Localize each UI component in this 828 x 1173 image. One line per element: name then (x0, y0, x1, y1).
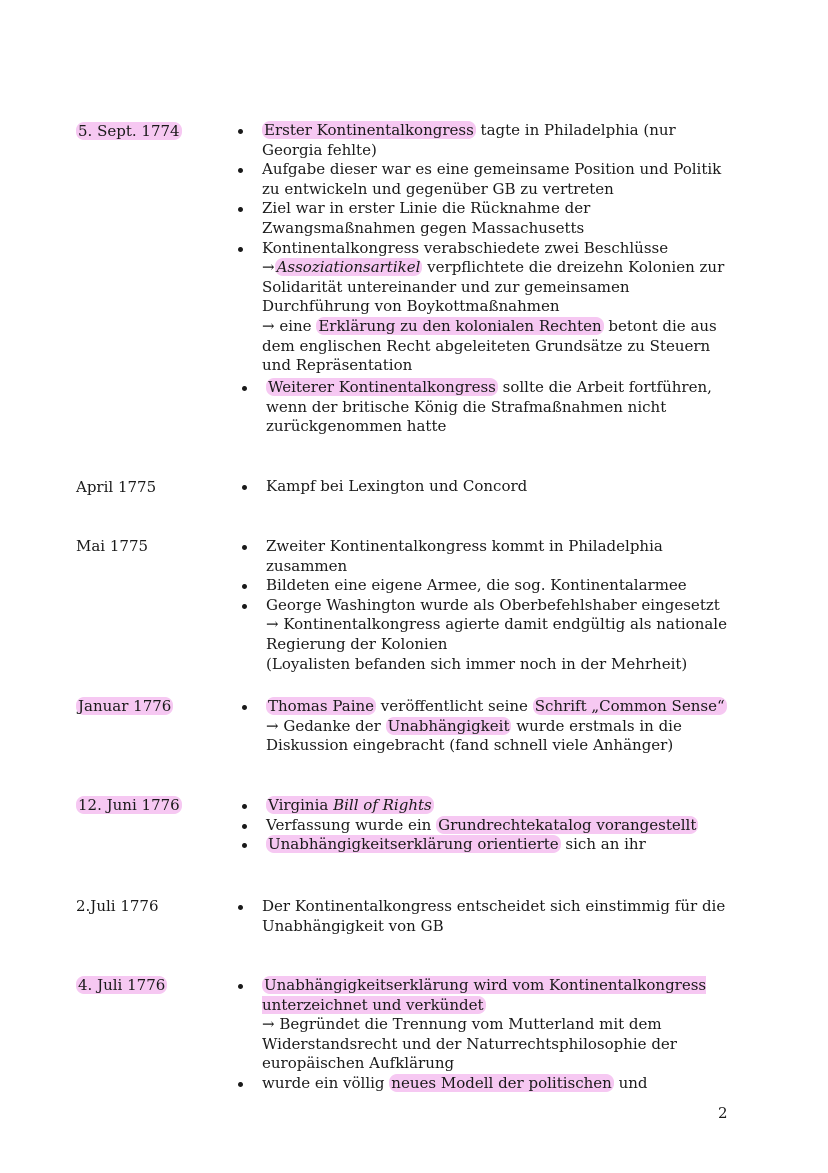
entry-1775-april (266, 477, 736, 497)
page-number: 2 (718, 1104, 728, 1122)
list-item: Verfassung wurde ein Grundrechtekatalog vorangestellt (266, 816, 736, 836)
date-1775-april: April 1775 (76, 478, 157, 496)
date-1776-januar: Januar 1776 (78, 697, 172, 715)
list-item: Bildeten eine eigene Armee, die sog. Kontinentalarmee (266, 576, 736, 596)
list-item: Virginia Bill of Rights (266, 796, 736, 816)
list-item: Erster Kontinentalkongress tagte in Philadelphia (nur Georgia fehlte) (262, 121, 737, 160)
list-item: Kontinentalkongress verabschiedete zwei Beschlüsse → Assoziationsartikel verpflichtete die dreizehn Kolonien zur Solidarität untereinander und zur gemeinsamen Durchführung von Boykottmaßnahmen → eine Erklärung zu den kolonialen Rechten betont die aus dem englischen Recht abgeleiteten Grundsätze zu Steuern und Repräsentation (262, 239, 737, 376)
date-1776-juli-4: 4. Juli 1776 (78, 976, 166, 994)
date-1774-sept: 5. Sept. 1774 (78, 122, 180, 140)
list-item: Thomas Paine veröffentlicht seine Schrift „Common Sense“ → Gedanke der Unabhängigkeit wurde erstmals in die Diskussion eingebracht (fand schnell viele Anhänger) (266, 697, 736, 756)
date-1775-mai: Mai 1775 (76, 537, 149, 555)
entry-1774-sept (262, 121, 737, 376)
list-item: Unabhängigkeitserklärung orientierte sich an ihr (266, 835, 736, 855)
list-item: Der Kontinentalkongress entscheidet sich einstimmig für die Unabhängigkeit von GB (262, 897, 737, 936)
list-item: Aufgabe dieser war es eine gemeinsame Position und Politik zu entwickeln und gegenüber GB zu vertreten (262, 160, 737, 199)
date-1776-juli-2: 2.Juli 1776 (76, 897, 159, 915)
list-item: Kampf bei Lexington und Concord (266, 477, 736, 497)
entry-1776-juli-2 (262, 897, 737, 936)
entry-1774-sept-cont (266, 378, 736, 437)
list-item: George Washington wurde als Oberbefehlshaber eingesetzt → Kontinentalkongress agierte damit endgültig als nationale Regierung der Kolonien (Loyalisten befanden sich immer noch in der Mehrheit) (266, 596, 736, 674)
list-item: wurde ein völlig neues Modell der politischen und (262, 1074, 737, 1094)
entry-1776-juli-4 (262, 976, 737, 1094)
entry-1776-juni (266, 796, 736, 855)
list-item: Weiterer Kontinentalkongress sollte die Arbeit fortführen, wenn der britische König die Strafmaßnahmen nicht zurückgenommen hatte (266, 378, 736, 437)
list-item: Zweiter Kontinentalkongress kommt in Philadelphia zusammen (266, 537, 736, 576)
list-item: Unabhängigkeitserklärung wird vom Kontinentalkongress unterzeichnet und verkündet → Begründet die Trennung vom Mutterland mit dem Widerstandsrecht und der Naturrechtsphilosophie der europäischen Aufklärung (262, 976, 737, 1074)
entry-1775-mai (266, 537, 736, 674)
date-1776-juni: 12. Juni 1776 (78, 796, 180, 814)
entry-1776-januar (266, 697, 736, 756)
list-item: Ziel war in erster Linie die Rücknahme der Zwangsmaßnahmen gegen Massachusetts (262, 199, 737, 238)
